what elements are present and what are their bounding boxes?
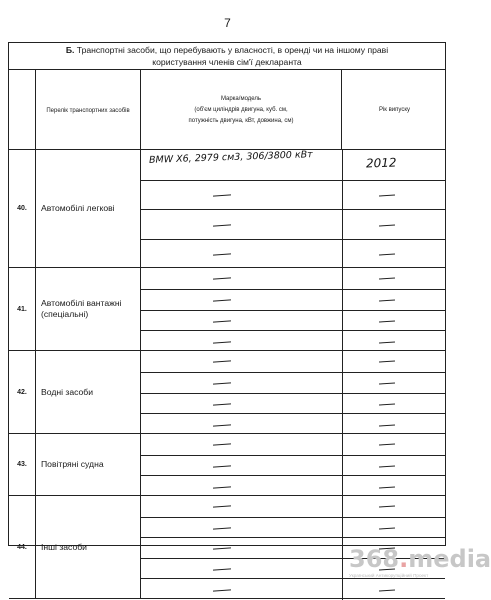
section-letter: Б. (65, 45, 75, 55)
table-row (141, 351, 445, 372)
blank-dash-model (213, 278, 231, 280)
column-divider (342, 394, 343, 415)
page-number: 7 (224, 16, 231, 30)
group-label-text: Повітряні судна (41, 459, 104, 469)
group-label-text: Автомобілі вантажні (спеціальні) (41, 298, 122, 319)
header-vehicle-type (35, 70, 140, 150)
blank-dash-year (379, 527, 395, 529)
group-number: 41. (17, 305, 27, 313)
blank-dash-year (379, 224, 395, 226)
blank-dash-model (213, 486, 231, 488)
blank-dash-year (379, 403, 395, 405)
blank-dash-year (379, 465, 395, 467)
blank-dash-year (379, 383, 395, 385)
group-label (35, 150, 140, 267)
table-row (141, 496, 445, 517)
blank-dash-model (213, 589, 231, 591)
group-label-text: Інші засоби (41, 541, 87, 552)
blank-dash-model (213, 444, 231, 446)
group-number: 42. (17, 388, 27, 396)
header-model (140, 70, 341, 150)
blank-dash-model (213, 224, 231, 226)
column-divider (342, 373, 343, 394)
watermark-brand-word: media (408, 545, 491, 573)
vehicles-form (8, 42, 446, 552)
blank-dash-year (379, 254, 395, 256)
table-row (141, 180, 445, 211)
blank-dash-model (213, 320, 231, 322)
blank-dash-model (213, 506, 231, 508)
vehicle-group (9, 434, 445, 496)
table-row (141, 268, 445, 289)
blank-dash-year (379, 195, 395, 197)
blank-dash-model (213, 299, 231, 301)
column-divider (342, 518, 343, 539)
blank-dash-year (379, 361, 395, 363)
column-divider (342, 414, 343, 435)
section-title (9, 43, 445, 70)
table-row (141, 372, 445, 394)
blank-dash-year (379, 589, 395, 591)
blank-dash-year (379, 424, 395, 426)
table-row (141, 434, 445, 455)
column-divider (342, 496, 343, 517)
table-row (141, 289, 445, 311)
group-number: 40. (17, 205, 27, 212)
blank-dash-model (213, 382, 231, 384)
table-row (141, 330, 445, 352)
column-divider (342, 311, 343, 332)
table-row (141, 413, 445, 435)
group-rows (140, 150, 445, 267)
handwritten-model-entry: BMW X6, 2979 см3, 306/3800 кВт (148, 149, 313, 166)
blank-dash-model (213, 465, 231, 467)
column-divider (342, 456, 343, 477)
blank-dash-model (213, 568, 231, 570)
blank-dash-model (213, 254, 231, 256)
group-number: 43. (17, 461, 27, 468)
table-row (141, 455, 445, 477)
blank-dash-year (379, 341, 395, 343)
table-row (141, 310, 445, 332)
blank-dash-model (213, 403, 231, 405)
header-vehicle-type-label: Перелік транспортних засобів (46, 108, 130, 114)
column-divider (342, 351, 343, 372)
watermark-tagline: Український Антикорупційний Проект (349, 573, 429, 578)
column-divider (342, 476, 343, 497)
watermark-brand-dot: . (399, 545, 409, 573)
header-model-line1: Марка/модель (220, 95, 262, 102)
column-divider (342, 210, 343, 240)
header-year-label: Рік випуску (378, 107, 411, 113)
section-title-line2: користування членів сім'ї декларанта (152, 56, 302, 67)
column-divider (342, 559, 343, 580)
blank-dash-model (213, 548, 231, 550)
blank-dash-year (379, 486, 395, 488)
group-label (35, 434, 140, 495)
table-row (141, 393, 445, 415)
column-divider (342, 290, 343, 311)
vehicle-group (9, 351, 445, 434)
column-divider (342, 268, 343, 289)
blank-dash-model (213, 195, 231, 197)
vehicle-group (9, 268, 445, 351)
group-label (35, 496, 140, 598)
blank-dash-model (213, 341, 231, 343)
blank-dash-year (379, 278, 395, 280)
blank-dash-model (213, 527, 231, 529)
group-rows (140, 434, 445, 495)
column-divider (342, 538, 343, 559)
group-number: 44. (17, 543, 27, 551)
blank-dash-model (213, 424, 231, 426)
group-label-text: Водні засоби (41, 386, 93, 397)
column-divider (342, 579, 343, 600)
blank-dash-year (379, 444, 395, 446)
blank-dash-year (379, 320, 395, 322)
column-divider (342, 150, 343, 180)
column-divider (342, 240, 343, 270)
column-divider (342, 331, 343, 352)
watermark-brand-number: 368 (349, 545, 400, 573)
group-rows (140, 268, 445, 350)
table-row (141, 239, 445, 270)
blank-dash-year (379, 300, 395, 302)
section-title-text: Транспортні засоби, що перебувають у власності, в оренді чи на іншому праві (76, 45, 389, 55)
blank-dash-model (213, 361, 231, 363)
column-divider (342, 434, 343, 455)
table-row (141, 517, 445, 539)
watermark-brand (349, 545, 491, 573)
table-row (141, 209, 445, 240)
header-model-line2: (об'єм циліндрів двигуна, куб. см, (194, 106, 288, 113)
header-year (341, 70, 447, 150)
table-header (9, 70, 445, 150)
group-label (35, 268, 140, 350)
column-divider (342, 181, 343, 211)
blank-dash-year (379, 506, 395, 508)
handwritten-year-entry: 2012 (365, 155, 397, 171)
group-label-text: Автомобілі легкові (41, 203, 115, 213)
group-label (35, 351, 140, 433)
table-row (141, 475, 445, 497)
header-model-line3: потужність двигуна, кВт, довжина, см) (188, 117, 294, 124)
group-rows (140, 351, 445, 433)
watermark-logo (345, 545, 491, 583)
